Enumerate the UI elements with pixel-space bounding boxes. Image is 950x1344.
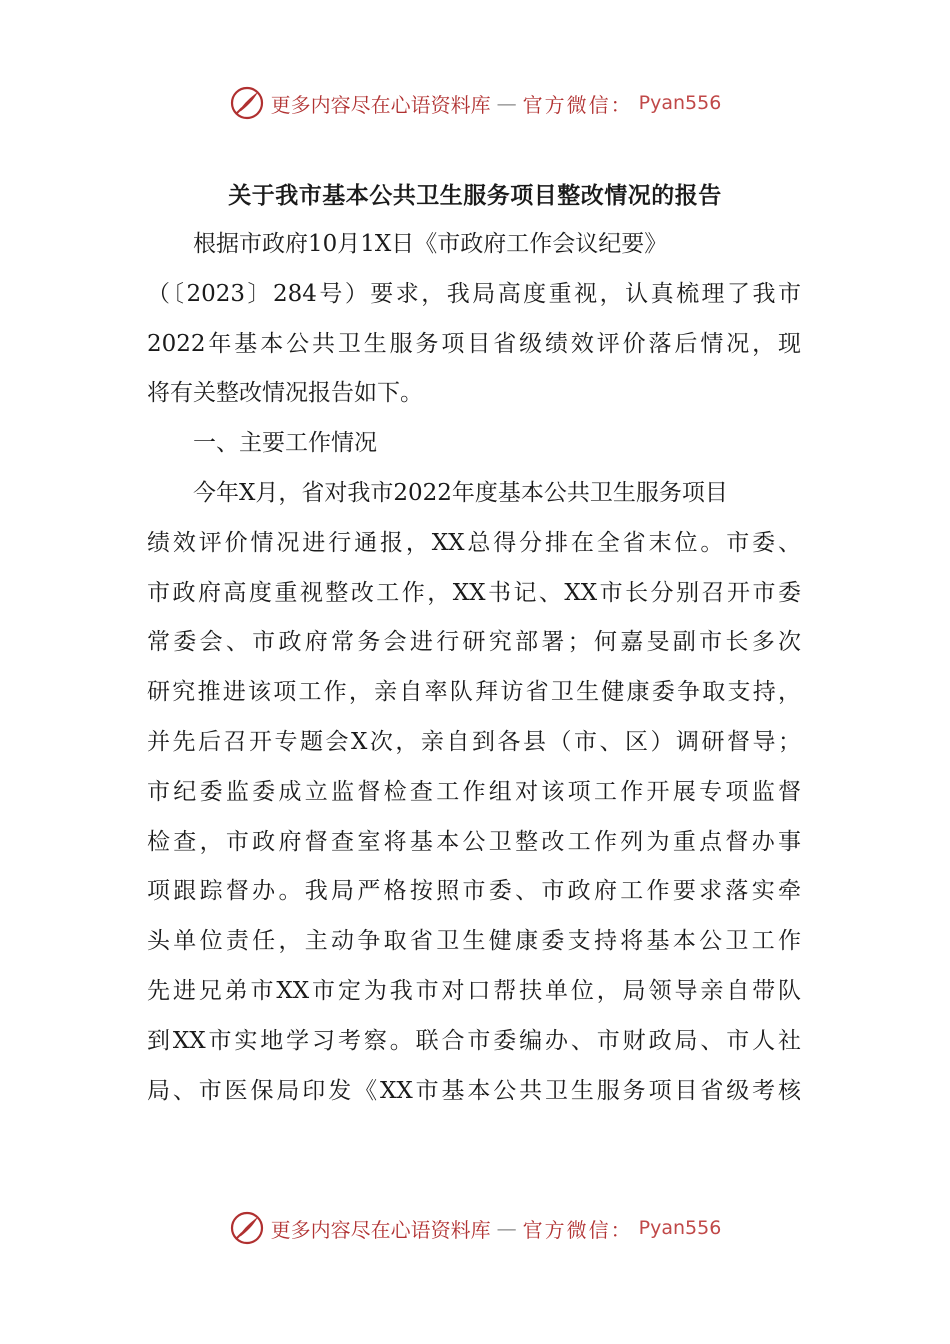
wechat-id: Pyan556 [638, 92, 722, 114]
document-body [147, 220, 801, 1116]
paragraph-line: 并先后召开专题会X次，亲自到各县（市、区）调研督导； [147, 728, 801, 755]
paragraph-line: 检查，市政府督查室将基本公卫整改工作列为重点督办事 [147, 828, 801, 855]
paragraph-line: 研究推进该项工作，亲自率队拜访省卫生健康委争取支持， [147, 679, 801, 706]
watermark-separator: — [496, 1216, 517, 1240]
wechat-label: 官方微信： [522, 92, 633, 117]
header-watermark [0, 81, 950, 125]
paragraph-line: 今年X月，省对我市2022年度基本公共卫生服务项目 [193, 479, 728, 506]
paragraph-line: 2022年基本公共卫生服务项目省级绩效评价落后情况，现 [147, 330, 801, 357]
wechat-id: Pyan556 [638, 1217, 722, 1239]
paragraph-line: 将有关整改情况报告如下。 [147, 380, 423, 407]
document-title: 关于我市基本公共卫生服务项目整改情况的报告 [228, 182, 722, 209]
paragraph-line: 常委会、市政府常务会进行研究部署；何嘉旻副市长多次 [147, 629, 801, 656]
watermark-text: 更多内容尽在心语资料库 [270, 92, 491, 117]
section-heading: 一、主要工作情况 [193, 430, 377, 457]
quill-pen-logo-icon [229, 1210, 265, 1246]
paragraph-line: 根据市政府10月1X日《市政府工作会议纪要》 [193, 231, 668, 257]
paragraph-line: （〔2023〕284号）要求，我局高度重视，认真梳理了我市 [147, 280, 801, 307]
paragraph-line: 项跟踪督办。我局严格按照市委、市政府工作要求落实牵 [147, 878, 801, 905]
watermark-separator: — [496, 91, 517, 115]
wechat-label: 官方微信： [522, 1217, 633, 1242]
paragraph-line: 市纪委监委成立监督检查工作组对该项工作开展专项监督 [147, 778, 801, 805]
paragraph-line: 市政府高度重视整改工作，XX书记、XX市长分别召开市委 [147, 579, 801, 606]
paragraph-line: 头单位责任，主动争取省卫生健康委支持将基本公卫工作 [147, 928, 801, 955]
paragraph-line: 绩效评价情况进行通报，XX总得分排在全省末位。市委、 [147, 529, 801, 556]
paragraph-line: 局、市医保局印发《XX市基本公共卫生服务项目省级考核 [147, 1077, 801, 1104]
paragraph-line: 到XX市实地学习考察。联合市委编办、市财政局、市人社 [147, 1027, 801, 1054]
quill-pen-logo-icon [229, 85, 265, 121]
watermark-text: 更多内容尽在心语资料库 [270, 1217, 491, 1242]
paragraph-line: 先进兄弟市XX市定为我市对口帮扶单位，局领导亲自带队 [147, 977, 801, 1004]
footer-watermark [0, 1206, 950, 1250]
